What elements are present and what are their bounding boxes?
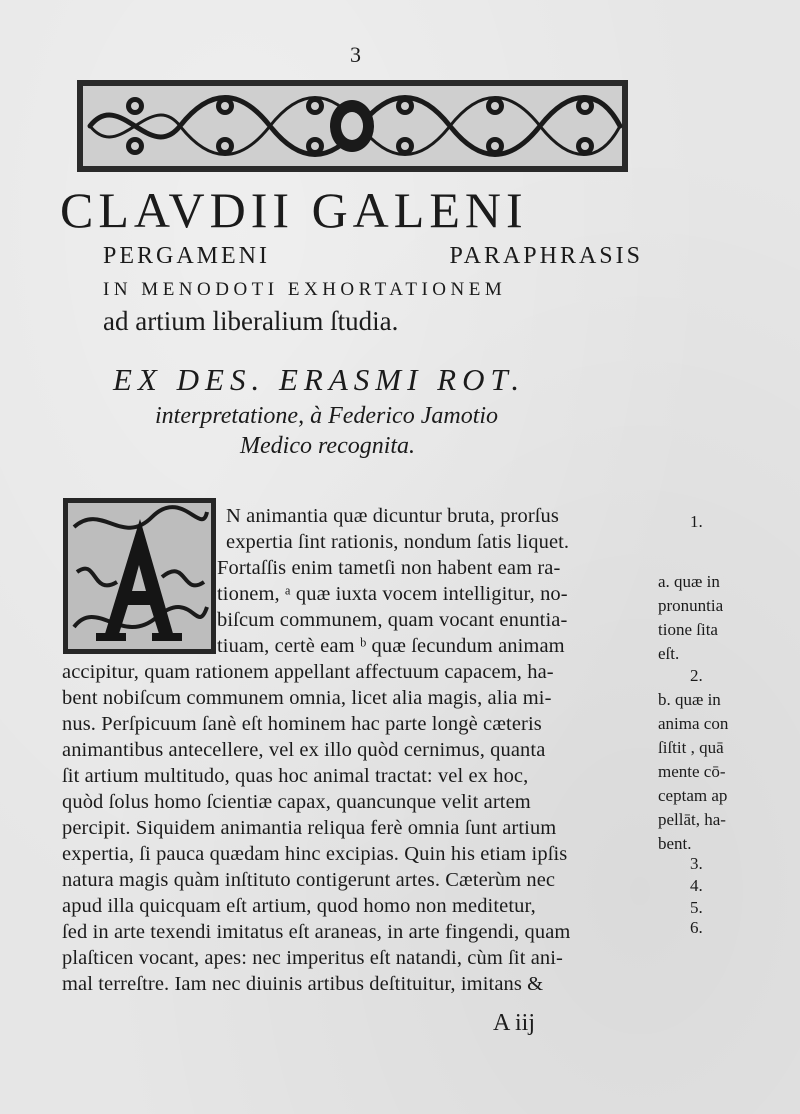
subtitle-medico: Medico recognita.: [240, 433, 416, 459]
signature-mark: A iij: [493, 1010, 536, 1036]
margin-note: pellāt, ha-: [658, 810, 726, 829]
title-line-3: IN MENODOTI EXHORTATIONEM: [103, 279, 507, 300]
body-line: expertia ſint rationis, nondum ſatis liquet.: [226, 531, 570, 553]
body-line: accipitur, quam rationem appellant affectuum capacem, ha-: [62, 661, 554, 683]
body-line: ſed in arte texendi imitatus eſt araneas, in arte fingendi, quam: [62, 921, 571, 943]
title-line-1: CLAVDII GALENI: [60, 182, 528, 238]
subtitle-interpretation: interpretatione, à Federico Jamotio: [155, 403, 499, 429]
margin-note: 4.: [690, 876, 703, 895]
body-line: bent nobiſcum communem omnia, licet alia magis, alia mi-: [62, 687, 552, 709]
margin-note: mente cō-: [658, 762, 726, 781]
body-line: N animantia quæ dicuntur bruta, prorſus: [226, 505, 559, 527]
body-line: animantibus antecellere, vel ex illo quòd cernimus, quanta: [62, 739, 546, 761]
body-line: biſcum communem, quam vocant enuntia-: [217, 609, 568, 631]
ornamental-headpiece: [75, 78, 630, 174]
body-line: ſit artium multitudo, quas hoc animal tractat: vel ex hoc,: [62, 765, 529, 787]
title-line-2-right: PARAPHRASIS: [449, 243, 643, 269]
title-line-4: ad artium liberalium ſtudia.: [103, 306, 399, 336]
margin-note: pronuntia: [658, 596, 724, 615]
margin-note: b. quæ in: [658, 690, 721, 709]
margin-note: bent.: [658, 834, 692, 853]
margin-note: 2.: [690, 666, 703, 685]
body-line: tiuam, certè eam ᵇ quæ ſecundum animam: [217, 635, 565, 657]
body-line: tionem, ᵃ quæ iuxta vocem intelligitur, no-: [217, 583, 568, 605]
body-line: quòd ſolus homo ſcientiæ capax, quancunque velit artem: [62, 791, 531, 813]
decorated-initial-a: [62, 497, 217, 655]
margin-note: 1.: [690, 512, 703, 531]
margin-note: 6.: [690, 918, 703, 937]
body-line: apud illa quicquam eſt artium, quod homo non meditetur,: [62, 895, 536, 917]
body-line: Fortaſſis enim tametſi non habent eam ra-: [217, 557, 561, 579]
margin-note: eſt.: [658, 644, 680, 663]
margin-note: a. quæ in: [658, 572, 720, 591]
margin-note: 3.: [690, 854, 703, 873]
subtitle-ex: EX DES. ERASMI ROT.: [113, 362, 526, 397]
body-line: nus. Perſpicuum ſanè eſt hominem hac parte longè cæteris: [62, 713, 542, 735]
margin-note: ceptam ap: [658, 786, 728, 805]
title-line-2-left: PERGAMENI: [103, 243, 271, 269]
margin-note: ſiſtit , quā: [658, 738, 724, 757]
body-line: natura magis quàm inſtituto contigerunt artes. Cæterùm nec: [62, 869, 556, 891]
body-line: expertia, ſi pauca quædam hinc excipias. Quin his etiam ipſis: [62, 843, 568, 865]
body-line: plaſticen vocant, apes: nec imperitus eſt natandi, cùm ſit ani-: [62, 947, 563, 969]
page-number: 3: [350, 42, 361, 67]
title-line-2: [103, 243, 643, 270]
body-line: mal terreſtre. Iam nec diuinis artibus deſtituitur, imitans &: [62, 973, 544, 995]
margin-note: tione ſita: [658, 620, 718, 639]
margin-note: anima con: [658, 714, 729, 733]
body-line: percipit. Siquidem animantia reliqua ferè omnia ſunt artium: [62, 817, 557, 839]
margin-note: 5.: [690, 898, 703, 917]
